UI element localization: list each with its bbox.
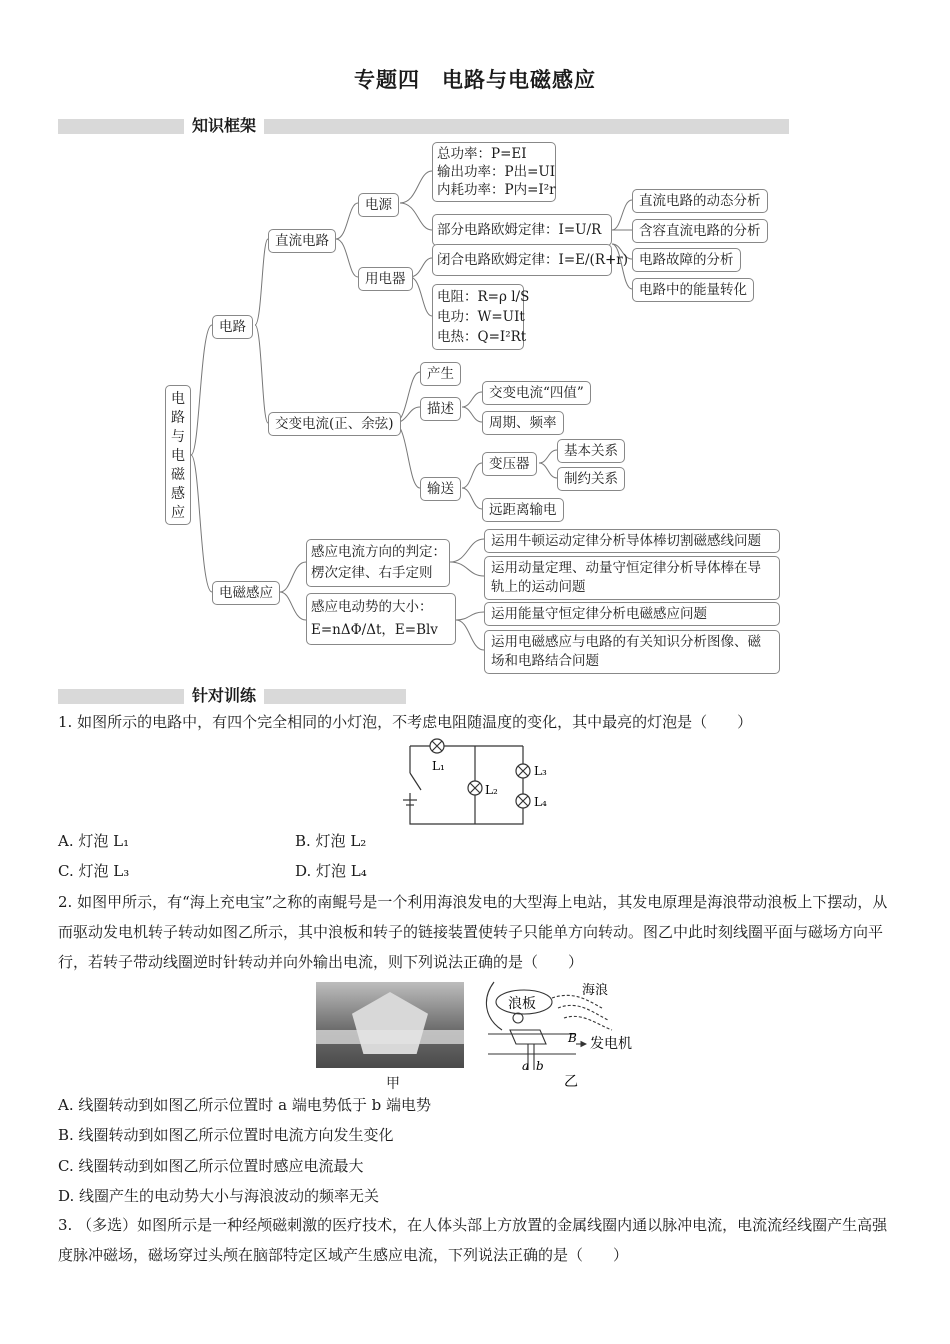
node-appliance: 用电器 (358, 267, 413, 291)
node-constraint-relation: 制约关系 (557, 467, 625, 491)
induced-emf-line-2: E=nΔΦ/Δt，E=Blv (311, 622, 438, 638)
node-long-distance: 远距离输电 (482, 498, 564, 522)
q1-circuit-diagram (395, 738, 565, 830)
node-describe: 描述 (420, 397, 461, 421)
node-em-topic-3: 运用能量守恒定律分析电磁感应问题 (484, 602, 780, 626)
q2-option-a[interactable]: A. 线圈转动到如图乙所示位置时 a 端电势低于 b 端电势 (58, 1096, 431, 1114)
fig-label-jia: 甲 (386, 1076, 400, 1092)
induced-direction-line-2: 楞次定律、右手定则 (311, 565, 433, 581)
node-induced-emf (306, 593, 456, 645)
node-period-frequency: 周期、频率 (482, 411, 564, 435)
node-dc-topic-3: 电路故障的分析 (632, 248, 741, 272)
node-resistance-formulas (432, 284, 530, 350)
node-power-formulas (432, 142, 556, 202)
q2-option-c[interactable]: C. 线圈转动到如图乙所示位置时感应电流最大 (58, 1157, 364, 1175)
node-dc-topic-1: 直流电路的动态分析 (632, 189, 768, 213)
label-l3: L₃ (534, 764, 547, 778)
node-transformer: 变压器 (482, 452, 537, 476)
node-dc-topic-2: 含容直流电路的分析 (632, 219, 768, 243)
formula-resistance: 电阻：R=ρ l/S (437, 289, 530, 305)
node-four-values: 交变电流“四值” (482, 381, 591, 405)
q2-option-d[interactable]: D. 线圈产生的电动势大小与海浪波动的频率无关 (58, 1187, 380, 1205)
node-dc-topic-4: 电路中的能量转化 (632, 278, 754, 302)
node-em-topic-4: 运用电磁感应与电路的有关知识分析图像、磁场和电路结合问题 (484, 630, 780, 674)
formula-work: 电功：W=UIt (437, 309, 525, 325)
q2-option-b[interactable]: B. 线圈转动到如图乙所示位置时电流方向发生变化 (58, 1126, 394, 1144)
label-terminal-b: b (536, 1059, 544, 1073)
section-title-framework: 知识框架 (184, 116, 264, 136)
formula-total-power: 总功率：P=EI (437, 146, 527, 162)
node-induced-direction (306, 539, 450, 587)
formula-internal-power: 内耗功率：P内=I²r (437, 182, 556, 198)
node-em-topic-2: 运用动量定理、动量守恒定律分析导体棒在导轨上的运动问题 (484, 556, 780, 600)
label-wave-board: 浪板 (508, 996, 536, 1012)
formula-output-power: 输出功率：P出=UI (437, 164, 556, 180)
question-3-text: 3. （多选）如图所示是一种经颅磁刺激的医疗技术，在人体头部上方放置的金属线圈内通以脉冲电流，电流流经线圈产生高强度脉冲磁场，磁场穿过头颅在脑部特定区域产生感应电流，下列说法正确的是（ ） (58, 1216, 888, 1264)
question-1-text: 1. 如图所示的电路中，有四个完全相同的小灯泡，不考虑电阻随温度的变化，其中最亮的灯泡是（ ） (58, 713, 753, 731)
mindmap-root: 电路与电磁感应 (165, 385, 191, 525)
node-ac: 交变电流(正、余弦) (268, 412, 401, 436)
node-basic-relation: 基本关系 (557, 439, 625, 463)
node-em-induction: 电磁感应 (212, 581, 280, 605)
formula-heat: 电热：Q=I²Rt (437, 329, 527, 345)
q1-option-b[interactable]: B. 灯泡 L₂ (295, 832, 367, 850)
label-l2: L₂ (485, 783, 498, 797)
section-title-training: 针对训练 (184, 686, 264, 706)
label-terminal-a: a (522, 1059, 530, 1073)
wave-power-station-photo (316, 982, 464, 1068)
label-field-b: B (568, 1031, 577, 1045)
node-power-source: 电源 (358, 193, 399, 217)
question-2-text: 2. 如图甲所示，有“海上充电宝”之称的南鲲号是一个利用海浪发电的大型海上电站，其发电原理是海浪带动浪板上下摆动，从而驱动发电机转子转动如图乙所示，其中浪板和转子的链接装置使转子只能单方向转动。图乙中此时刻线圈平面与磁场方向平行，若转子带动线圈逆时针转动并向外输出电流，则下列说法正确的是（ ） (58, 893, 888, 971)
page-title: 专题四 电路与电磁感应 (354, 68, 596, 92)
node-dc-circuit: 直流电路 (268, 229, 336, 253)
node-transmit: 输送 (420, 477, 461, 501)
label-l4: L₄ (534, 795, 547, 809)
node-ohm-partial: 部分电路欧姆定律：I=U/R (432, 214, 612, 246)
fig-label-yi: 乙 (564, 1074, 578, 1090)
q1-option-c[interactable]: C. 灯泡 L₃ (58, 862, 130, 880)
q1-option-d[interactable]: D. 灯泡 L₄ (295, 862, 367, 880)
node-ohm-closed: 闭合电路欧姆定律：I=E/(R+r) (432, 244, 612, 276)
induced-emf-line-1: 感应电动势的大小： (311, 599, 433, 615)
node-em-topic-1: 运用牛顿运动定律分析导体棒切割磁感线问题 (484, 529, 780, 553)
label-l1: L₁ (432, 759, 445, 773)
q1-option-a[interactable]: A. 灯泡 L₁ (58, 832, 130, 850)
node-produce: 产生 (420, 362, 461, 386)
node-circuit: 电路 (212, 315, 253, 339)
label-generator: 发电机 (590, 1036, 632, 1052)
induced-direction-line-1: 感应电流方向的判定： (311, 544, 446, 560)
generator-diagram (480, 978, 650, 1090)
label-ocean-wave: 海浪 (582, 983, 609, 998)
